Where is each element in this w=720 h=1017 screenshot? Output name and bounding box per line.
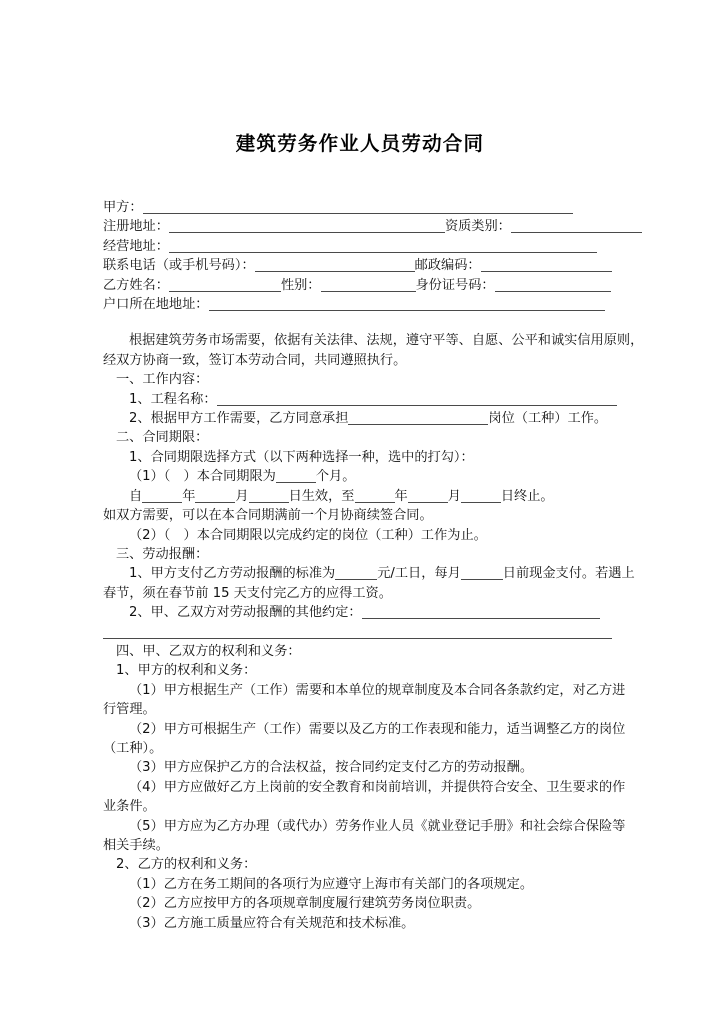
section-2-renewal-note: 如双方需要，可以在本合同期满前一个月协商续签合同。 xyxy=(103,508,433,524)
field-input-end-month[interactable] xyxy=(408,490,448,503)
field-input-household-address[interactable] xyxy=(209,298,605,311)
field-label-postal-code: 邮政编码： xyxy=(414,258,481,274)
section-4-heading xyxy=(103,642,612,661)
field-label-business-address: 经营地址： xyxy=(103,238,169,254)
contract-body xyxy=(103,198,644,933)
date-start-year-unit: 年 xyxy=(182,488,196,504)
field-input-payday[interactable] xyxy=(461,567,503,580)
date-terminate-text: 日终止。 xyxy=(500,488,554,504)
party-a-item-1-line-1 xyxy=(103,681,626,700)
field-input-postal-code[interactable] xyxy=(481,259,612,272)
field-label-qualification-type: 资质类别： xyxy=(444,219,511,235)
section-2-option-2-checkbox[interactable]: （2）（ ）本合同期限以完成约定的岗位（工种）工作为止。 xyxy=(129,527,487,543)
section-1-heading-text: 一、工作内容： xyxy=(116,372,209,388)
date-effective-text: 日生效，至 xyxy=(288,488,355,504)
section-1-item-1-label: 1、工程名称： xyxy=(129,391,217,407)
party-a-item-2-line-1 xyxy=(103,720,626,739)
party-a-item-1-line-2: 行管理。 xyxy=(103,702,156,718)
section-2-date-range xyxy=(103,487,612,506)
section-2-option-1-post: 个月。 xyxy=(315,469,356,485)
section-1-item-2-pre: 2、根据甲方工作需要，乙方同意承担 xyxy=(129,411,349,427)
section-1-heading xyxy=(103,370,612,389)
field-input-party-a[interactable] xyxy=(143,201,573,214)
section-2-item-1 xyxy=(103,448,612,467)
date-end-year-unit: 年 xyxy=(394,488,408,504)
field-input-term-months[interactable] xyxy=(276,470,316,483)
field-label-contact-phone: 联系电话（或手机号码）： xyxy=(103,258,255,274)
section-3-item-2-label: 2、甲、乙双方对劳动报酬的其他约定： xyxy=(129,605,362,621)
field-input-project-name[interactable] xyxy=(217,393,617,406)
preamble-text-1: 根据建筑劳务市场需要，依据有关法律、法规，遵守平等、自愿、公平和诚实信用原则， xyxy=(129,333,644,349)
party-a-item-5-line-2: 相关手续。 xyxy=(103,838,169,853)
party-a-item-3-text: （3）甲方应保护乙方的合法权益，按合同约定支付乙方的劳动报酬。 xyxy=(129,760,534,776)
section-2-option-1-checkbox[interactable]: （1）（ ）本合同期限为 xyxy=(129,469,276,485)
party-b-item-3 xyxy=(103,914,612,933)
section-3-item-2-continuation xyxy=(103,623,612,642)
section-3-item-1-line-2: 春节，须在春节前 15 天支付完乙方的应得工资。 xyxy=(103,585,392,601)
section-3-heading-text: 三、劳动报酬： xyxy=(116,546,209,562)
field-input-qualification-type[interactable] xyxy=(511,220,642,233)
section-2-heading xyxy=(103,428,612,447)
section-2-option-2 xyxy=(103,526,612,545)
field-input-wage-other-terms-line2[interactable] xyxy=(103,626,612,639)
section-2-item-1-text: 1、合同期限选择方式（以下两种选择一种，选中的打勾）： xyxy=(129,449,474,465)
section-1-item-1 xyxy=(103,390,612,409)
field-label-id-number: 身份证号码： xyxy=(415,277,495,293)
section-1-item-2-post: 岗位（工种）工作。 xyxy=(488,411,608,427)
field-input-start-month[interactable] xyxy=(195,490,235,503)
section-1-item-2 xyxy=(103,409,612,428)
party-b-item-3-text: （3）乙方施工质量应符合有关规范和技术标准。 xyxy=(129,915,415,931)
party-b-item-1-text: （1）乙方在务工期间的各项行为应遵守上海市有关部门的各项规定。 xyxy=(129,876,534,892)
page-title: 建筑劳务作业人员劳动合同 xyxy=(235,132,485,155)
field-party-b-name-row xyxy=(103,276,612,295)
section-4-party-a-heading-text: 1、甲方的权利和义务： xyxy=(116,663,257,679)
section-4-party-b-heading-text: 2、乙方的权利和义务： xyxy=(116,857,257,873)
section-4-party-a-heading xyxy=(103,661,612,680)
date-end-month-unit: 月 xyxy=(447,488,461,504)
field-input-job-position[interactable] xyxy=(348,412,488,425)
section-2-option-1 xyxy=(103,467,612,486)
date-start-month-unit: 月 xyxy=(235,488,249,504)
field-input-gender[interactable] xyxy=(321,279,416,292)
field-party-a-row xyxy=(103,198,612,217)
field-input-business-address[interactable] xyxy=(169,240,597,253)
party-a-item-1-text-1: （1）甲方根据生产（工作）需要和本单位的规章制度及本合同各条款约定，对乙方进 xyxy=(129,682,626,698)
party-a-item-3 xyxy=(103,758,612,777)
party-a-item-2-text-1: （2）甲方可根据生产（工作）需要以及乙方的工作表现和能力，适当调整乙方的岗位 xyxy=(129,721,626,737)
field-household-address-row xyxy=(103,295,612,314)
party-b-item-2 xyxy=(103,894,612,913)
section-3-item-1-mid: 元/工日，每月 xyxy=(377,566,461,582)
preamble-line-1 xyxy=(103,331,644,350)
party-a-item-2-line-2: （工种）。 xyxy=(103,740,163,756)
party-a-item-5-line-1 xyxy=(103,817,626,836)
section-3-heading xyxy=(103,545,612,564)
field-business-address-row xyxy=(103,237,612,256)
field-input-start-year[interactable] xyxy=(142,490,182,503)
field-registered-address-row xyxy=(103,217,612,236)
field-input-end-day[interactable] xyxy=(461,490,501,503)
field-label-household-address: 户口所在地地址： xyxy=(103,297,209,313)
party-a-item-4-line-2: 业条件。 xyxy=(103,799,156,815)
field-input-daily-wage[interactable] xyxy=(335,567,377,580)
section-4-heading-text: 四、甲、乙双方的权利和义务： xyxy=(116,643,301,659)
field-input-party-b-name[interactable] xyxy=(169,279,281,292)
party-a-item-5-text-1: （5）甲方应为乙方办理（或代办）劳务作业人员《就业登记手册》和社会综合保险等 xyxy=(129,818,626,834)
field-input-end-year[interactable] xyxy=(355,490,395,503)
party-a-item-4-line-1 xyxy=(103,778,626,797)
section-3-item-2 xyxy=(103,603,612,622)
field-input-contact-phone[interactable] xyxy=(255,259,415,272)
field-input-start-day[interactable] xyxy=(249,490,289,503)
party-b-item-2-text: （2）乙方应按甲方的各项规章制度履行建筑劳务岗位职责。 xyxy=(129,896,481,912)
field-input-registered-address[interactable] xyxy=(169,220,445,233)
field-label-party-a: 甲方： xyxy=(103,200,143,215)
party-a-item-4-text-1: （4）甲方应做好乙方上岗前的安全教育和岗前培训，并提供符合安全、卫生要求的作 xyxy=(129,779,626,795)
field-contact-phone-row xyxy=(103,256,612,275)
section-3-item-1-line-1 xyxy=(103,564,635,583)
field-input-wage-other-terms[interactable] xyxy=(362,606,600,619)
section-4-party-b-heading xyxy=(103,855,612,874)
field-label-party-b-name: 乙方姓名： xyxy=(103,277,169,293)
party-b-item-1 xyxy=(103,875,612,894)
section-3-item-1-pre: 1、甲方支付乙方劳动报酬的标准为 xyxy=(129,566,336,582)
date-start-prefix: 自 xyxy=(129,488,143,504)
section-3-item-1-post: 日前现金支付。若遇上 xyxy=(502,566,635,582)
spacer-after-header xyxy=(103,314,612,331)
section-2-heading-text: 二、合同期限： xyxy=(116,430,209,446)
field-label-gender: 性别： xyxy=(280,277,321,293)
preamble-line-2: 经双方协商一致，签订本劳动合同，共同遵照执行。 xyxy=(103,352,407,368)
field-input-id-number[interactable] xyxy=(495,279,611,292)
field-label-registered-address: 注册地址： xyxy=(103,219,169,235)
